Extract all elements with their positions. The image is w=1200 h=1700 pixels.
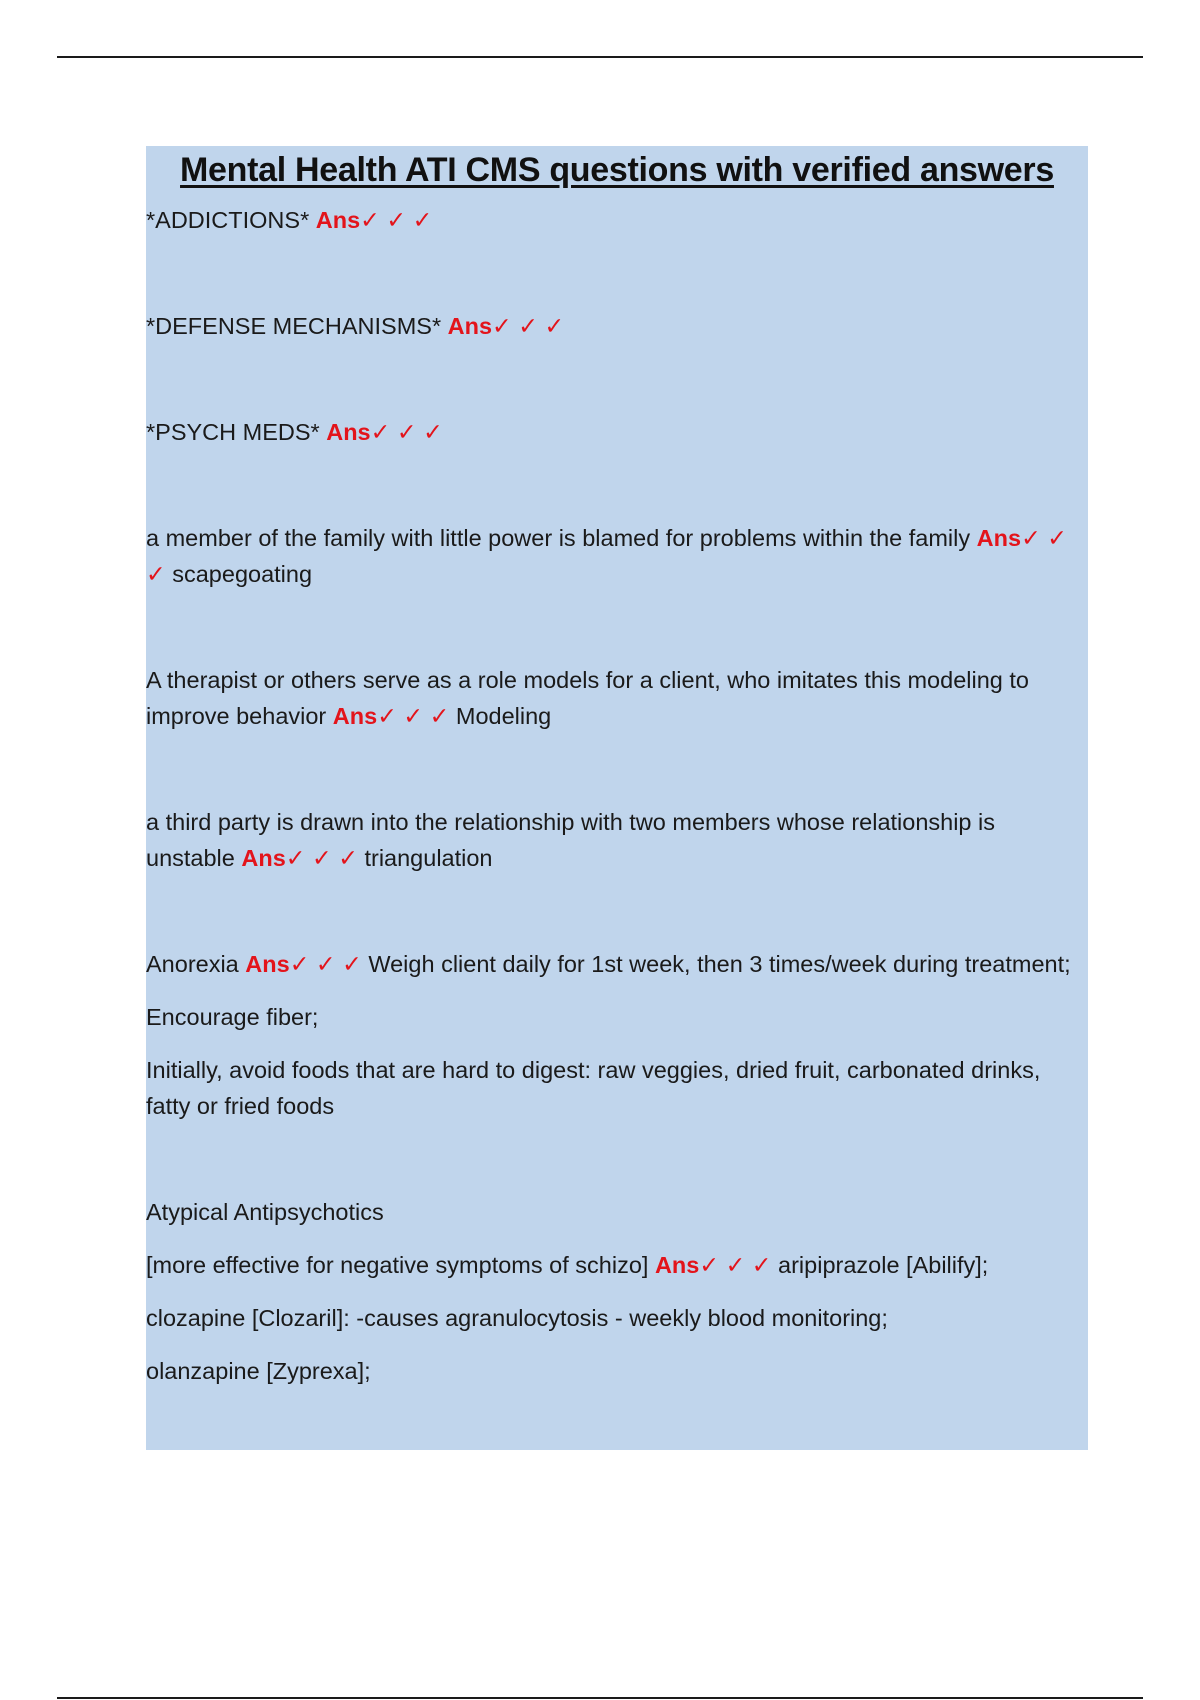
question-text: a third party is drawn into the relationship with two members whose relationship is unstable — [146, 809, 996, 871]
section-heading: Atypical Antipsychotics — [146, 1199, 384, 1225]
document-title: Mental Health ATI CMS questions with verified answers — [180, 151, 1054, 189]
question-text: *DEFENSE MECHANISMS* — [146, 313, 442, 339]
answer-marker: Ans — [245, 951, 290, 977]
checkmark-icon: ✓ ✓ ✓ — [285, 845, 358, 871]
question-text: *PSYCH MEDS* — [146, 419, 320, 445]
answer-text: aripiprazole [Abilify]; — [778, 1252, 989, 1278]
answer-line: Initially, avoid foods that are hard to digest: raw veggies, dried fruit, carbonated drinks, fatty or fried foods — [146, 1057, 1041, 1119]
header-rule — [57, 56, 1143, 58]
qa-entry — [146, 946, 1088, 982]
question-text: *ADDICTIONS* — [146, 207, 310, 233]
question-text: [more effective for negative symptoms of schizo] — [146, 1252, 649, 1278]
answer-marker: Ans — [654, 1252, 700, 1278]
qa-entry — [146, 414, 1088, 450]
answer-line: clozapine [Clozaril]: -causes agranulocytosis - weekly blood monitoring; — [146, 1305, 888, 1331]
answer-text: Modeling — [455, 703, 552, 729]
checkmark-icon: ✓ ✓ ✓ — [377, 703, 450, 729]
answer-line: Encourage fiber; — [146, 1004, 319, 1030]
answer-marker: Ans — [315, 207, 361, 233]
checkmark-icon: ✓ ✓ ✓ — [360, 207, 433, 233]
qa-entry — [146, 520, 1088, 592]
question-text: a member of the family with little power is blamed for problems within the family — [146, 525, 971, 551]
qa-entry — [146, 202, 1088, 238]
answer-marker: Ans — [241, 845, 286, 871]
answer-line: olanzapine [Zyprexa]; — [146, 1358, 371, 1384]
qa-entry — [146, 662, 1088, 734]
answer-marker: Ans — [447, 313, 493, 339]
qa-entry — [146, 804, 1088, 876]
checkmark-icon: ✓ ✓ ✓ — [289, 951, 362, 977]
qa-entry — [146, 1247, 1088, 1283]
answer-marker: Ans — [332, 703, 378, 729]
answer-marker: Ans — [326, 419, 371, 445]
question-text: Anorexia — [146, 951, 239, 977]
qa-entry — [146, 308, 1088, 344]
document-body — [146, 146, 1088, 1450]
answer-text: Weigh client daily for 1st week, then 3 times/week during treatment; — [368, 951, 1071, 977]
checkmark-icon: ✓ ✓ ✓ — [146, 525, 1067, 587]
answer-marker: Ans — [976, 525, 1022, 551]
checkmark-icon: ✓ ✓ ✓ — [699, 1252, 772, 1278]
checkmark-icon: ✓ ✓ ✓ — [370, 419, 443, 445]
checkmark-icon: ✓ ✓ ✓ — [492, 313, 565, 339]
answer-text: scapegoating — [172, 561, 313, 587]
question-text: A therapist or others serve as a role models for a client, who imitates this modeling to improve behavior — [146, 667, 1029, 729]
footer-rule — [57, 1697, 1143, 1699]
answer-text: triangulation — [364, 845, 493, 871]
